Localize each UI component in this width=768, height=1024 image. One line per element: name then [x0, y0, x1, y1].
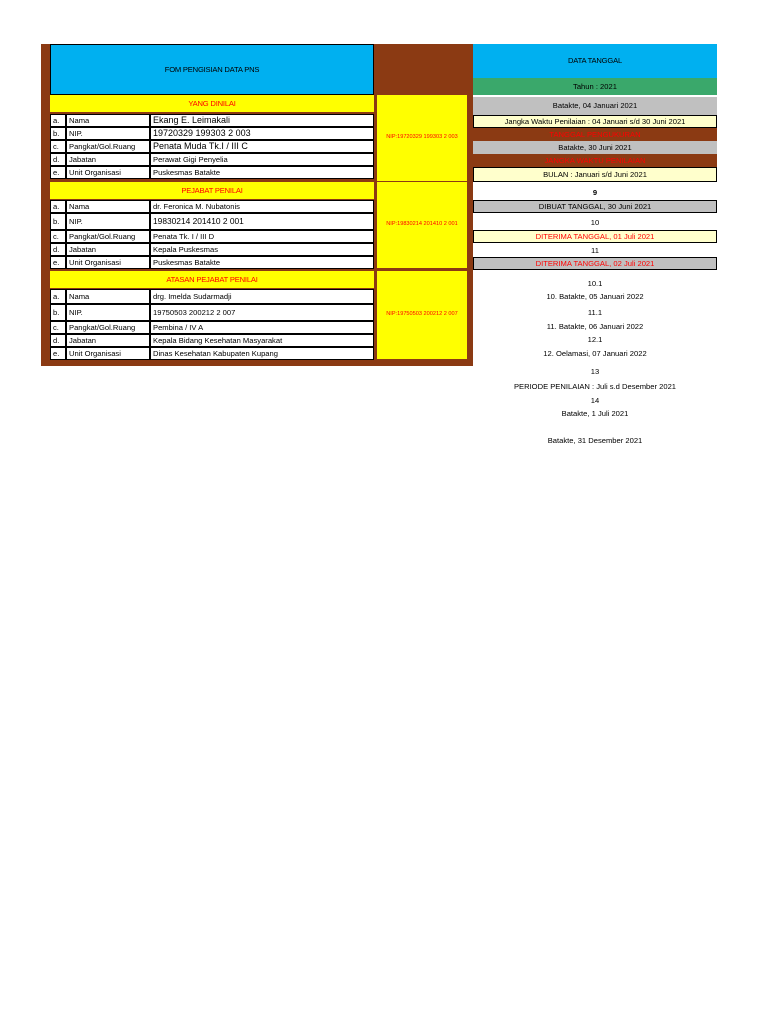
- position-field[interactable]: Kepala Puskesmas: [150, 243, 374, 256]
- row-letter: a.: [50, 200, 66, 213]
- form-row: [50, 200, 370, 213]
- row-label: Jabatan: [66, 153, 150, 166]
- date-row[interactable]: Jangka Waktu Penilaian : 04 Januari s/d 30 Juni 2021: [473, 115, 717, 128]
- name-field[interactable]: drg. Imelda Sudarmadji: [150, 289, 374, 304]
- form-row: [50, 140, 370, 153]
- form-title: FOM PENGISIAN DATA PNS: [50, 44, 374, 95]
- date-row: JANGKA WAKTU PENILAIAN: [473, 154, 717, 167]
- row-letter: e.: [50, 347, 66, 360]
- name-field[interactable]: Ekang E. Leimakali: [150, 114, 374, 127]
- date-extra: Batakte, 31 Desember 2021: [547, 436, 643, 445]
- row-letter: d.: [50, 153, 66, 166]
- form-row: [50, 304, 370, 321]
- form-row: [50, 243, 370, 256]
- form-row: [50, 256, 370, 269]
- dates-title: DATA TANGGAL: [473, 44, 717, 78]
- row-label: NIP.: [66, 127, 150, 140]
- date-number: 10: [590, 218, 600, 227]
- rank-field[interactable]: Penata Muda Tk.I / III C: [150, 140, 374, 153]
- date-row[interactable]: BULAN : Januari s/d Juni 2021: [473, 167, 717, 182]
- row-label: Pangkat/Gol.Ruang: [66, 321, 150, 334]
- row-letter: c.: [50, 140, 66, 153]
- row-letter: a.: [50, 114, 66, 127]
- date-extra: 12. Oelamasi, 07 Januari 2022: [543, 349, 647, 358]
- date-extra: Batakte, 1 Juli 2021: [561, 409, 629, 418]
- form-row: [50, 153, 370, 166]
- row-label: Nama: [66, 200, 150, 213]
- row-letter: c.: [50, 321, 66, 334]
- form-row: [50, 166, 370, 179]
- date-row[interactable]: DITERIMA TANGGAL, 01 Juli 2021: [473, 230, 717, 243]
- row-letter: e.: [50, 166, 66, 179]
- row-label: Pangkat/Gol.Ruang: [66, 140, 150, 153]
- date-row[interactable]: Batakte, 30 Juni 2021: [473, 141, 717, 154]
- nip-box: NIP:19750503 200212 2 007: [377, 271, 467, 359]
- row-label: Nama: [66, 289, 150, 304]
- date-extra: 14: [590, 396, 600, 405]
- header-spacer: [374, 44, 473, 95]
- position-field[interactable]: Kepala Bidang Kesehatan Masyarakat: [150, 334, 374, 347]
- section-heading: ATASAN PEJABAT PENILAI: [50, 271, 374, 288]
- row-letter: d.: [50, 243, 66, 256]
- form-row: [50, 321, 370, 334]
- name-field[interactable]: dr. Feronica M. Nubatonis: [150, 200, 374, 213]
- form-row: [50, 230, 370, 243]
- year-bar: Tahun : 2021: [473, 78, 717, 95]
- form-row: [50, 213, 370, 230]
- nip-field[interactable]: 19830214 201410 2 001: [150, 213, 374, 230]
- row-letter: b.: [50, 213, 66, 230]
- row-letter: b.: [50, 127, 66, 140]
- form-row: [50, 289, 370, 304]
- row-letter: e.: [50, 256, 66, 269]
- date-number: 11: [591, 246, 599, 255]
- row-letter: d.: [50, 334, 66, 347]
- unit-field[interactable]: Puskesmas Batakte: [150, 166, 374, 179]
- date-extra: 12.1: [587, 335, 603, 344]
- row-label: NIP.: [66, 213, 150, 230]
- row-label: Jabatan: [66, 243, 150, 256]
- row-letter: b.: [50, 304, 66, 321]
- date-extra: 11. Batakte, 06 Januari 2022: [546, 322, 644, 331]
- date-row[interactable]: DIBUAT TANGGAL, 30 Juni 2021: [473, 200, 717, 213]
- row-label: Nama: [66, 114, 150, 127]
- row-label: Unit Organisasi: [66, 256, 150, 269]
- nip-field[interactable]: 19720329 199303 2 003: [150, 127, 374, 140]
- date-extra: 10.1: [587, 279, 603, 288]
- date-extra: PERIODE PENILAIAN : Juli s.d Desember 2021: [513, 382, 677, 391]
- form-row: [50, 127, 370, 140]
- row-label: Jabatan: [66, 334, 150, 347]
- unit-field[interactable]: Puskesmas Batakte: [150, 256, 374, 269]
- nip-box: NIP:19830214 201410 2 001: [377, 182, 467, 268]
- position-field[interactable]: Perawat Gigi Penyelia: [150, 153, 374, 166]
- nip-field[interactable]: 19750503 200212 2 007: [150, 304, 374, 321]
- rank-field[interactable]: Pembina / IV A: [150, 321, 374, 334]
- section-heading: PEJABAT PENILAI: [50, 182, 374, 199]
- form-row: [50, 114, 370, 127]
- date-extra: 10. Batakte, 05 Januari 2022: [546, 292, 644, 301]
- form-row: [50, 347, 370, 360]
- row-letter: c.: [50, 230, 66, 243]
- nip-box: NIP:19720329 199303 2 003: [377, 95, 467, 181]
- unit-field[interactable]: Dinas Kesehatan Kabupaten Kupang: [150, 347, 374, 360]
- row-label: NIP.: [66, 304, 150, 321]
- form-row: [50, 334, 370, 347]
- row-label: Pangkat/Gol.Ruang: [66, 230, 150, 243]
- date-row[interactable]: DITERIMA TANGGAL, 02 Juli 2021: [473, 257, 717, 270]
- row-label: Unit Organisasi: [66, 166, 150, 179]
- date-extra: 13: [590, 367, 600, 376]
- date-row[interactable]: Batakte, 04 Januari 2021: [473, 97, 717, 115]
- row-letter: a.: [50, 289, 66, 304]
- date-row: TANGGAL PENGUKURAN: [473, 128, 717, 141]
- date-extra: 11.1: [587, 308, 603, 317]
- rank-field[interactable]: Penata Tk. I / III D: [150, 230, 374, 243]
- section-heading: YANG DINILAI: [50, 95, 374, 112]
- row-label: Unit Organisasi: [66, 347, 150, 360]
- date-number: 9: [592, 188, 598, 197]
